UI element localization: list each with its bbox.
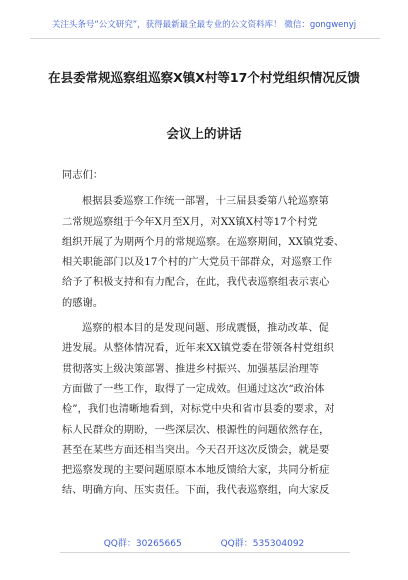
qq-footer: [0, 536, 408, 549]
header-divider: [30, 38, 380, 39]
body-line: 结、明确方向、压实责任。下面，我代表巡察组，向大家反: [62, 485, 330, 497]
document-body: [62, 166, 352, 502]
body-line: 进发展。从整体情况看，近年来XX镇党委在带领各村党组织: [62, 343, 334, 355]
body-line: 巡察的根本目的是发现问题、形成震慑，推动改革、促: [82, 323, 329, 335]
body-line: 二常规巡察组于今年X月至X月，对XX镇X村等17个村党: [62, 216, 318, 228]
promo-header: 关注头条号“公文研究”，获得最新最全最专业的公文资料库！ 微信：gongwenyj: [51, 20, 357, 30]
body-line: 的感谢。: [62, 297, 104, 309]
body-line: 给予了积极支持和有力配合，在此，我代表巡察组表示衷心: [62, 277, 330, 289]
body-line: 根据县委巡察工作统一部署，十三届县委第八轮巡察第: [82, 196, 329, 208]
qq-group-2: QQ群：535304092: [220, 539, 305, 549]
document-title: 在县委常规巡察组巡察X镇X村等17个村党组织情况反馈: [48, 70, 360, 85]
body-line: 相关职能部门以及17个村的广大党员干部群众，对巡察工作: [62, 257, 333, 269]
body-line: 甚至在某些方面还相当突出。今天召开这次反馈会，就是要: [62, 444, 330, 456]
body-line: 标人民群众的期盼，一些深层次、根源性的问题依然存在，: [62, 424, 330, 436]
footer-divider: [60, 552, 350, 553]
body-line: 把巡察发现的主要问题原原本本地反馈给大家，共同分析症: [62, 465, 330, 477]
body-line: 组织开展了为期两个月的常规巡察。在巡察期间，XX镇党委、: [62, 236, 345, 248]
qq-group-1: QQ群：30265665: [103, 539, 182, 549]
body-line: 检”，我们也清晰地看到，对标党中央和省市县委的要求，对: [62, 404, 335, 416]
body-line: 贯彻落实上级决策部署、推进乡村振兴、加强基层治理等: [62, 363, 320, 375]
document-subtitle: 会议上的讲话: [166, 126, 242, 141]
body-line: 方面做了一些工作，取得了一定成效。但通过这次“政治体: [62, 383, 325, 395]
paragraph-2: [62, 319, 352, 502]
paragraph-1: [62, 192, 352, 314]
greeting: 同志们：: [62, 170, 104, 181]
